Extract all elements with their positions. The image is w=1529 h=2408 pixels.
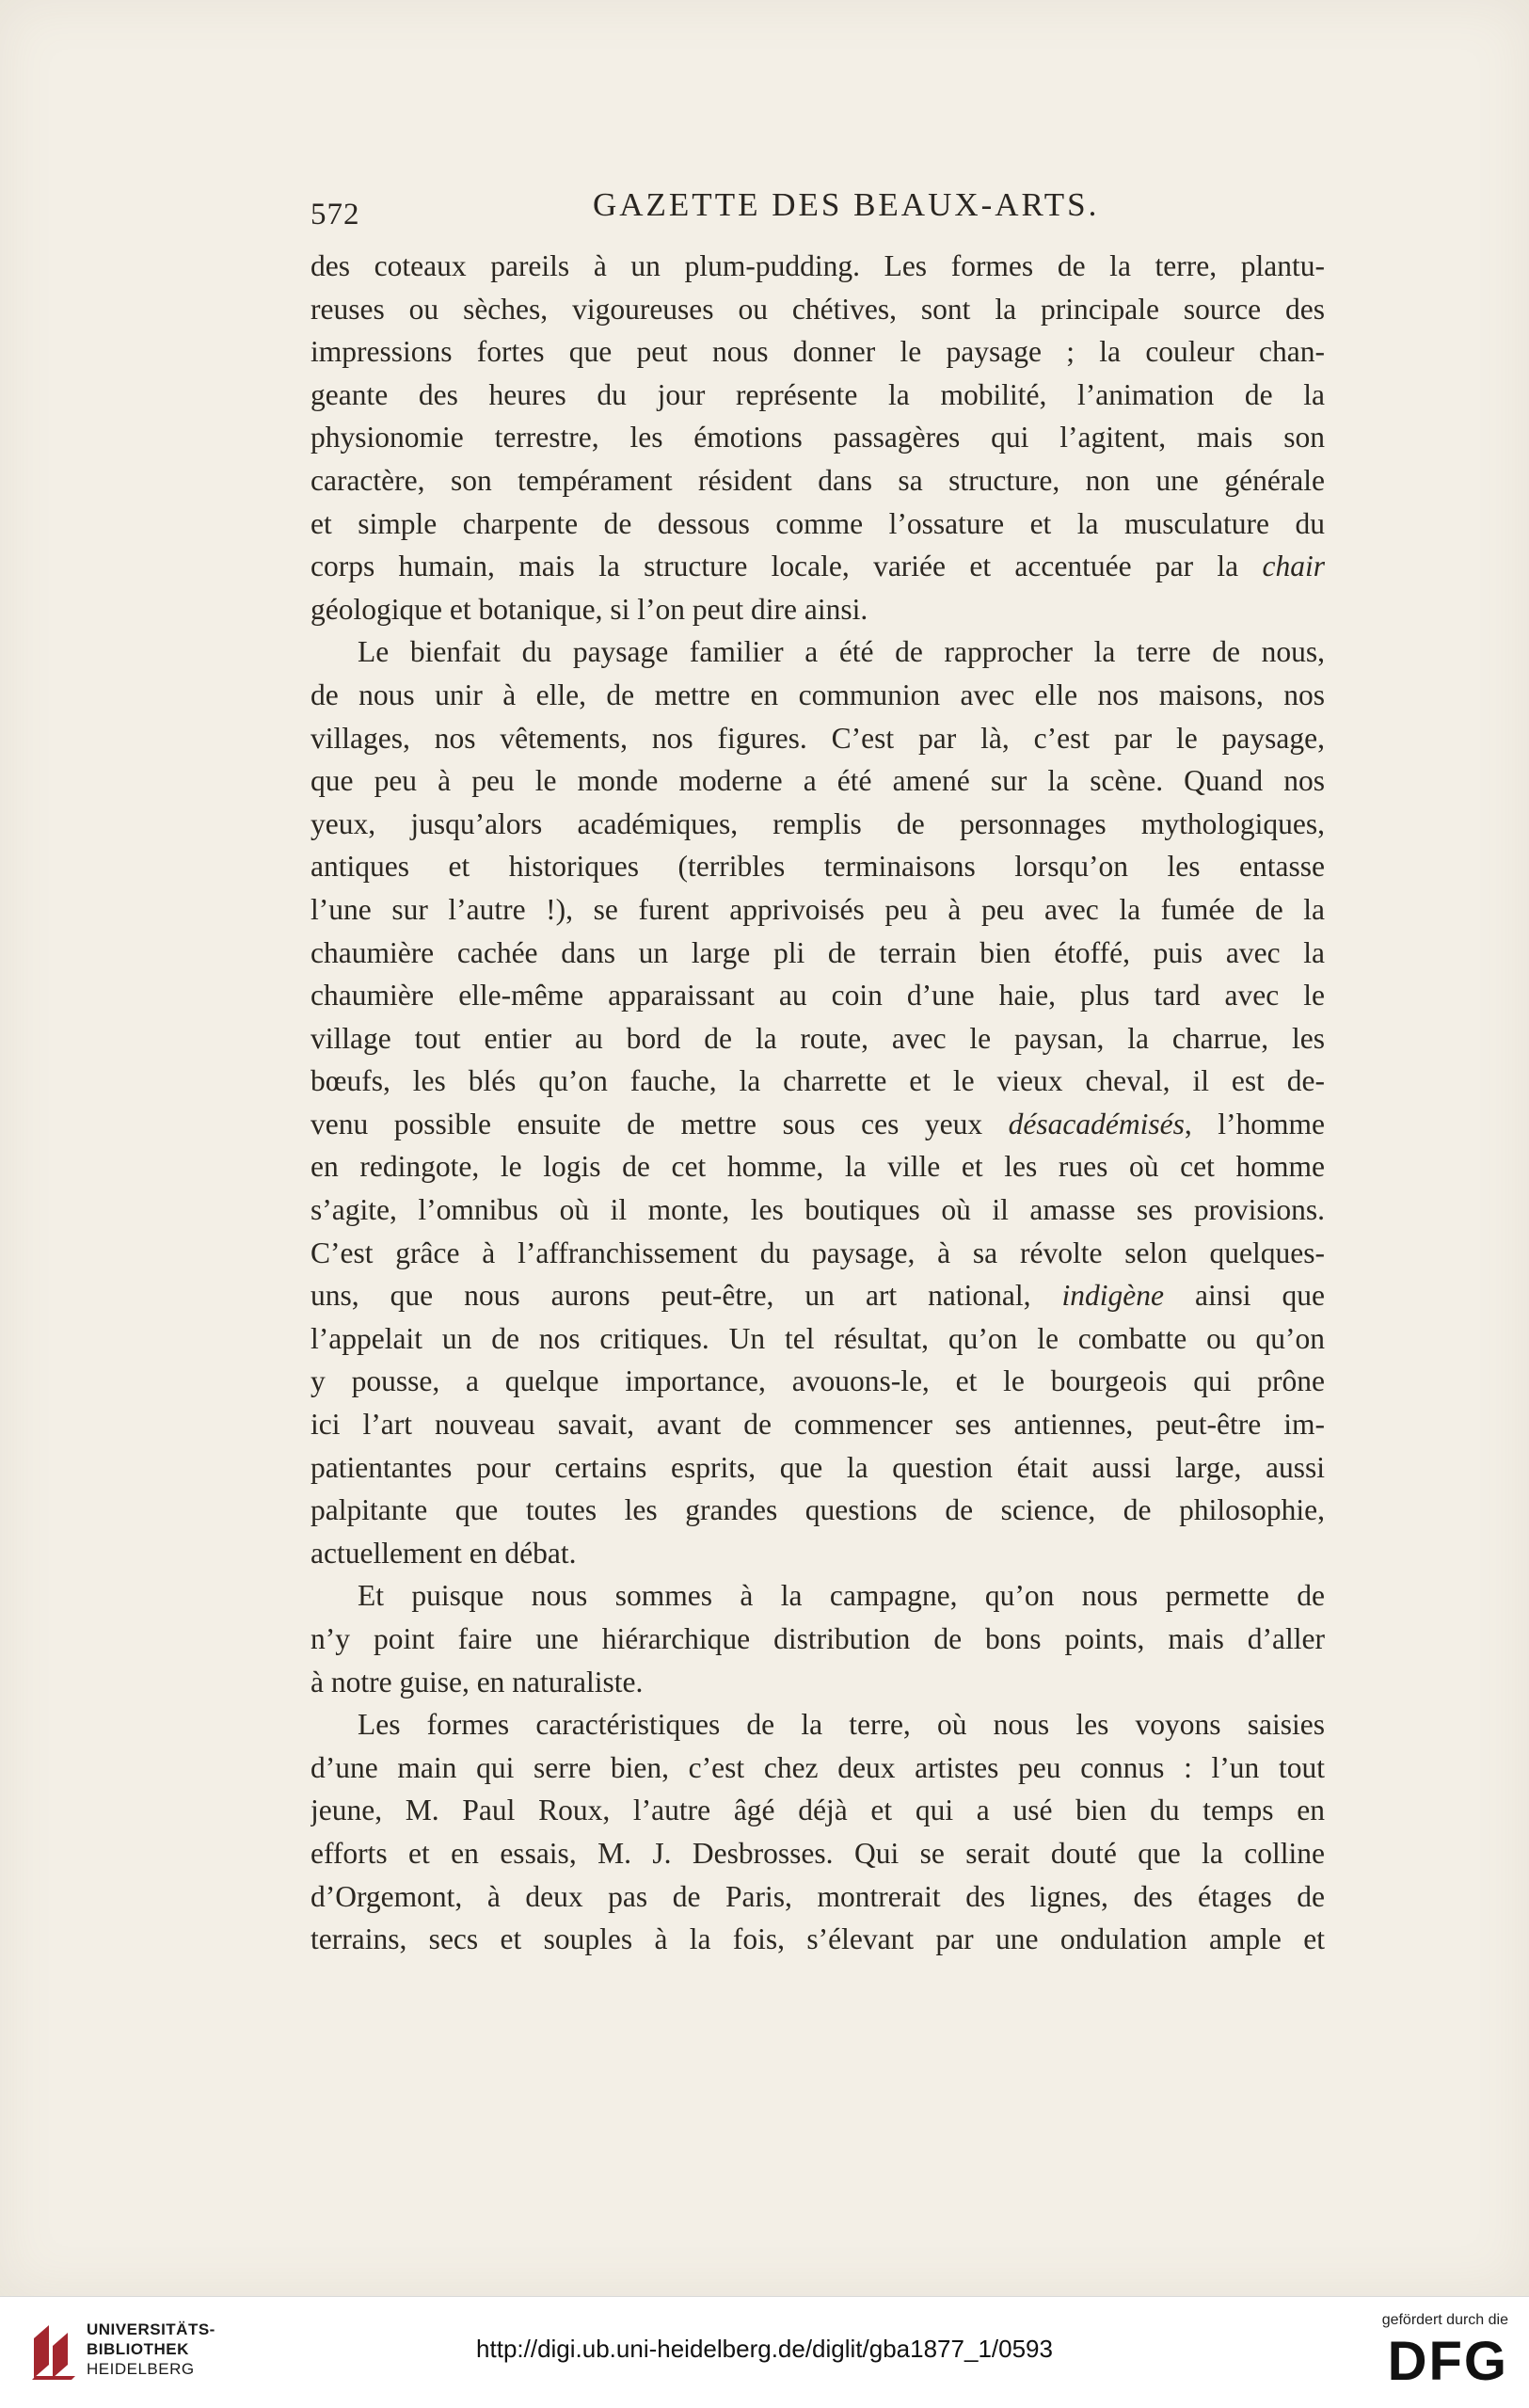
text-segment: yeux, jusqu’alors académiques, remplis de personnages mythologiques, xyxy=(311,806,1325,840)
italic-text: chair xyxy=(1262,550,1325,583)
text-line xyxy=(311,1574,1325,1618)
text-line xyxy=(311,888,1325,932)
text-segment: bœufs, les blés qu’on fauche, la charrette et le vieux cheval, il est de- xyxy=(311,1064,1325,1098)
text-segment: village tout entier au bord de la route, avec le paysan, la charrue, les xyxy=(311,1021,1325,1055)
text-line xyxy=(311,759,1325,803)
text-segment: corps humain, mais la structure locale, variée et accentuée par la xyxy=(311,550,1263,583)
text-segment: à notre guise, en naturaliste. xyxy=(311,1665,644,1698)
text-segment: en redingote, le logis de cet homme, la ville et les rues où cet homme xyxy=(311,1150,1325,1184)
text-line xyxy=(311,1360,1325,1403)
page-number: 572 xyxy=(311,198,360,231)
running-title: GAZETTE DES BEAUX-ARTS. xyxy=(593,186,1100,223)
text-segment: Les formes caractéristiques de la terre, où nous les voyons saisies xyxy=(358,1708,1325,1742)
text-line xyxy=(311,1789,1325,1832)
text-line xyxy=(311,932,1325,975)
italic-text: désacadémisés xyxy=(1008,1107,1185,1140)
text-segment: terrains, secs et souples à la fois, s’élevant par une ondulation ample et xyxy=(311,1922,1325,1956)
text-line xyxy=(311,288,1325,331)
dfg-logo: DFG xyxy=(1387,2331,1508,2392)
text-line xyxy=(311,1661,1325,1704)
text-line xyxy=(311,374,1325,417)
text-segment: geante des heures du jour représente la mobilité, l’animation de la xyxy=(311,377,1325,411)
text-line xyxy=(311,717,1325,760)
text-line xyxy=(311,1188,1325,1232)
running-head xyxy=(311,186,1327,243)
text-line xyxy=(311,1489,1325,1532)
text-segment: antiques et historiques (terribles terminaisons lorsqu’on les entasse xyxy=(311,850,1325,884)
text-segment: actuellement en débat. xyxy=(311,1536,577,1570)
text-line xyxy=(311,330,1325,374)
text-line xyxy=(311,1103,1325,1146)
text-segment: chaumière elle-même apparaissant au coin d’une haie, plus tard avec le xyxy=(311,979,1325,1013)
text-segment: efforts et en essais, M. J. Desbrosses. Qui se serait douté que la colline xyxy=(311,1836,1325,1870)
text-line xyxy=(311,674,1325,717)
text-segment: Le bienfait du paysage familier a été de rapprocher la terre de nous, xyxy=(358,635,1325,669)
text-segment: y pousse, a quelque importance, avouons-le, et le bourgeois qui prône xyxy=(311,1364,1325,1398)
text-segment: physionomie terrestre, les émotions passagères qui l’agitent, mais son xyxy=(311,421,1325,454)
text-segment: Et puisque nous sommes à la campagne, qu’on nous permette de xyxy=(358,1579,1325,1613)
article-body xyxy=(311,245,1325,1961)
text-segment: chaumière cachée dans un large pli de terrain bien étoffé, puis avec la xyxy=(311,935,1325,969)
viewer-footer xyxy=(0,2296,1529,2408)
text-line xyxy=(311,1618,1325,1661)
text-line xyxy=(311,1832,1325,1875)
text-segment: de nous unir à elle, de mettre en communion avec elle nos maisons, nos xyxy=(311,678,1325,711)
text-line xyxy=(311,1232,1325,1275)
text-line xyxy=(311,1317,1325,1361)
text-line xyxy=(311,1017,1325,1060)
sponsor-label: gefördert durch die xyxy=(1381,2312,1508,2328)
text-segment: uns, que nous aurons peut-être, un art national, xyxy=(311,1279,1062,1313)
text-line xyxy=(311,416,1325,459)
text-segment: palpitante que toutes les grandes questions de science, de philosophie, xyxy=(311,1493,1325,1527)
text-segment: et simple charpente de dessous comme l’ossature et la musculature du xyxy=(311,506,1325,540)
text-line xyxy=(311,1060,1325,1103)
text-line xyxy=(311,1403,1325,1446)
text-segment: géologique et botanique, si l’on peut dire ainsi. xyxy=(311,592,868,626)
text-segment: venu possible ensuite de mettre sous ces yeux xyxy=(311,1107,1009,1140)
italic-text: indigène xyxy=(1061,1279,1164,1313)
text-line xyxy=(311,630,1325,674)
text-line xyxy=(311,1446,1325,1490)
text-line xyxy=(311,1746,1325,1790)
text-segment: patientantes pour certains esprits, que la question était aussi large, aussi xyxy=(311,1450,1325,1484)
text-segment: que peu à peu le monde moderne a été amené sur la scène. Quand nos xyxy=(311,764,1325,798)
text-line xyxy=(311,1703,1325,1746)
text-line xyxy=(311,502,1325,546)
text-segment: , l’homme xyxy=(1184,1107,1325,1140)
text-segment: impressions fortes que peut nous donner le paysage ; la couleur chan- xyxy=(311,335,1325,369)
text-line xyxy=(311,588,1325,631)
text-line xyxy=(311,974,1325,1017)
text-segment: des coteaux pareils à un plum-pudding. Les formes de la terre, plantu- xyxy=(311,249,1325,282)
text-line xyxy=(311,545,1325,588)
text-segment: s’agite, l’omnibus où il monte, les boutiques où il amasse ses provisions. xyxy=(311,1193,1325,1227)
text-line xyxy=(311,1918,1325,1961)
text-segment: caractère, son tempérament résident dans sa structure, non une générale xyxy=(311,463,1325,497)
text-segment: l’une sur l’autre !), se furent apprivoisés peu à peu avec la fumée de la xyxy=(311,892,1325,926)
text-segment: villages, nos vêtements, nos figures. C’est par là, c’est par le paysage, xyxy=(311,721,1325,755)
text-segment: ainsi que xyxy=(1164,1279,1325,1313)
text-line xyxy=(311,459,1325,502)
library-name-line-3: HEIDELBERG xyxy=(87,2360,195,2378)
text-segment: jeune, M. Paul Roux, l’autre âgé déjà et qui a usé bien du temps en xyxy=(311,1794,1325,1827)
text-segment: l’appelait un de nos critiques. Un tel résultat, qu’on le combatte ou qu’on xyxy=(311,1321,1325,1355)
text-line xyxy=(311,1274,1325,1317)
library-name-line-1: UNIVERSITÄTS- xyxy=(87,2320,215,2338)
text-segment: C’est grâce à l’affranchissement du paysage, à sa révolte selon quelques- xyxy=(311,1236,1325,1269)
text-line xyxy=(311,245,1325,288)
text-line xyxy=(311,803,1325,846)
permalink-url[interactable]: http://digi.ub.uni-heidelberg.de/diglit/gba1877_1/0593 xyxy=(476,2335,1053,2363)
text-segment: reuses ou sèches, vigoureuses ou chétives, sont la principale source des xyxy=(311,292,1325,326)
text-segment: ici l’art nouveau savait, avant de commencer ses antiennes, peut-être im- xyxy=(311,1408,1325,1442)
text-line xyxy=(311,1875,1325,1919)
text-segment: d’Orgemont, à deux pas de Paris, montrerait des lignes, des étages de xyxy=(311,1879,1325,1913)
text-line xyxy=(311,1532,1325,1575)
sponsor-block[interactable] xyxy=(1320,2312,1508,2397)
text-line xyxy=(311,1145,1325,1188)
text-segment: n’y point faire une hiérarchique distribution de bons points, mais d’aller xyxy=(311,1622,1325,1655)
text-line xyxy=(311,845,1325,888)
text-segment: d’une main qui serre bien, c’est chez deux artistes peu connus : l’un tout xyxy=(311,1750,1325,1784)
library-name-line-2: BIBLIOTHEK xyxy=(87,2340,189,2358)
